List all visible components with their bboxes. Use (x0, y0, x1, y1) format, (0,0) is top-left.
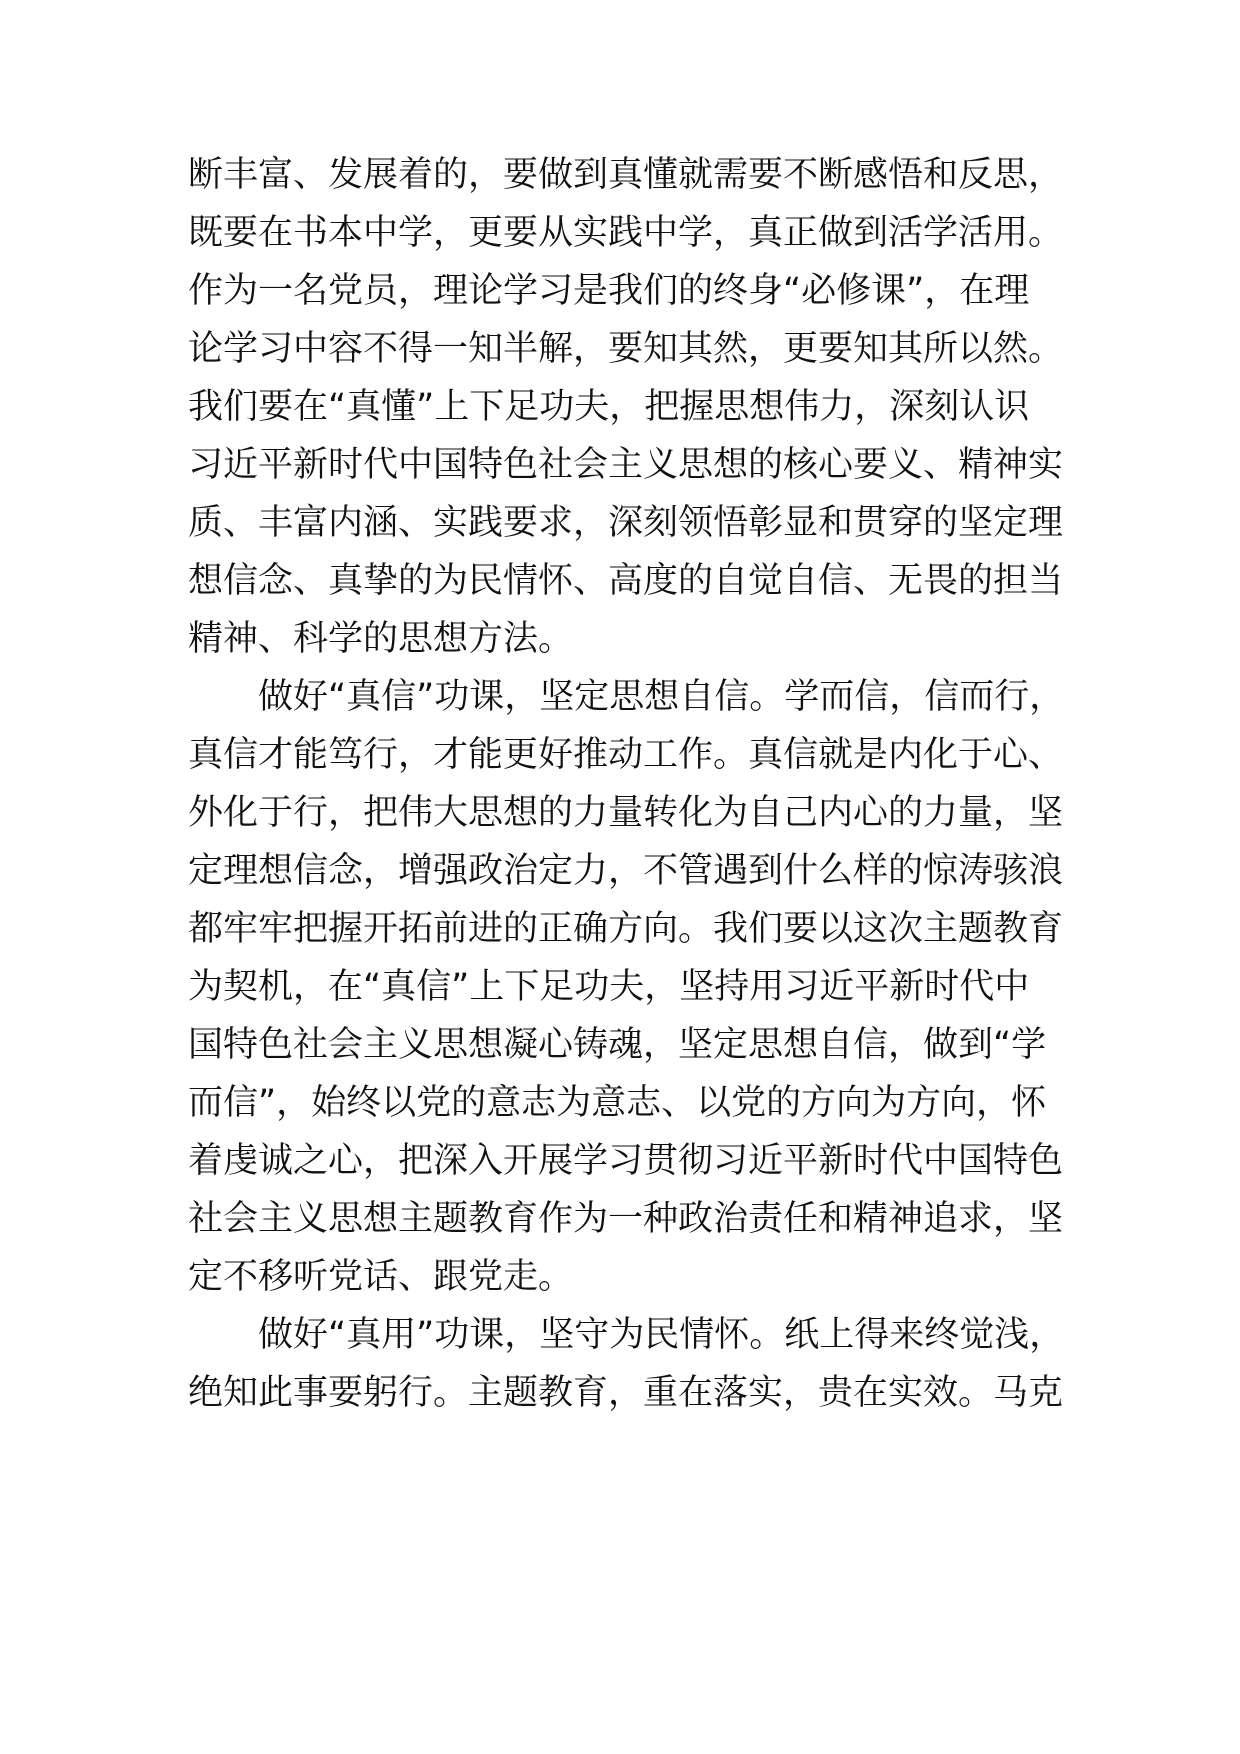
text-line: 论学习中容不得一知半解，要知其然，更要知其所以然。 (188, 329, 1064, 369)
text-line: 定理想信念，增强政治定力，不管遇到什么样的惊涛骇浪 (188, 851, 1064, 891)
text-line: 想信念、真挚的为民情怀、高度的自觉自信、无畏的担当 (188, 561, 1064, 601)
text-line: 作为一名党员，理论学习是我们的终身“必修课”，在理 (188, 271, 1030, 311)
text-line: 社会主义思想主题教育作为一种政治责任和精神追求，坚 (188, 1199, 1064, 1239)
text-line: 定不移听党话、跟党走。 (188, 1257, 574, 1297)
text-line: 着虔诚之心，把深入开展学习贯彻习近平新时代中国特色 (188, 1141, 1064, 1181)
text-line: 习近平新时代中国特色社会主义思想的核心要义、精神实 (188, 445, 1064, 485)
text-line: 绝知此事要躬行。主题教育，重在落实，贵在实效。马克 (188, 1373, 1064, 1413)
paragraph-start-line: 做好“真信”功课，坚定思想自信。学而信，信而行， (258, 677, 1065, 717)
text-line: 国特色社会主义思想凝心铸魂，坚定思想自信，做到“学 (188, 1025, 1047, 1065)
text-line: 为契机，在“真信”上下足功夫，坚持用习近平新时代中 (188, 967, 1030, 1007)
text-line: 外化于行，把伟大思想的力量转化为自己内心的力量，坚 (188, 793, 1064, 833)
text-line: 质、丰富内涵、实践要求，深刻领悟彰显和贯穿的坚定理 (188, 503, 1064, 543)
text-line: 真信才能笃行，才能更好推动工作。真信就是内化于心、 (188, 735, 1064, 775)
text-line: 而信”，始终以党的意志为意志、以党的方向为方向，怀 (188, 1083, 1047, 1123)
text-line: 精神、科学的思想方法。 (188, 619, 574, 659)
text-line: 我们要在“真懂”上下足功夫，把握思想伟力，深刻认识 (188, 387, 1030, 427)
text-line: 断丰富、发展着的，要做到真懂就需要不断感悟和反思， (188, 155, 1064, 195)
paragraph-start-line: 做好“真用”功课，坚守为民情怀。纸上得来终觉浅， (258, 1315, 1065, 1355)
text-line: 既要在书本中学，更要从实践中学，真正做到活学活用。 (188, 213, 1064, 253)
text-line: 都牢牢把握开拓前进的正确方向。我们要以这次主题教育 (188, 909, 1064, 949)
